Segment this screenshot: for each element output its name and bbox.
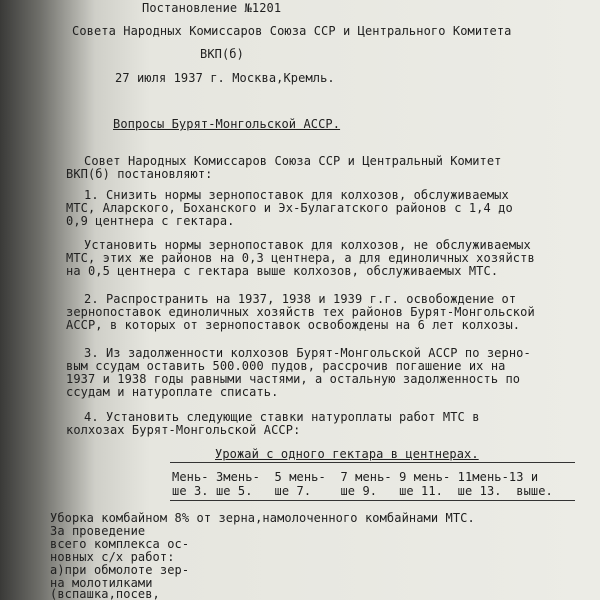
table-rule-top	[170, 462, 575, 463]
paragraph-3-line: вым ссудам оставить 500.000 пудов, рассрочив погашение их на	[66, 359, 506, 373]
paragraph-1b-line: МТС, этих же районов на 0,3 центнера, а для единоличных хозяйств	[66, 251, 535, 265]
decree-title: Постановление №1201	[142, 1, 282, 15]
paragraph-2-line: зернопоставок единоличных хозяйств тех районов Бурят-Монгольской	[66, 305, 535, 319]
table-column-header: Мень- Змень- 5 мень- 7 мень- 9 мень- 11мень-13 и	[172, 470, 539, 484]
paragraph-3-line: 1937 и 1938 годы равными частями, а остальную задолженность по	[66, 372, 521, 386]
table-column-header: ше 3. ше 5. ше 7. ше 9. ше 11. ше 13. выше.	[172, 484, 553, 498]
table-rule-bottom	[170, 500, 575, 501]
paragraph-1-line: 0,9 центнера с гектара.	[66, 214, 235, 228]
issuer-line-party: ВКП(б)	[200, 47, 244, 61]
intro-line: ВКП(б) постановляют:	[66, 167, 213, 181]
table-row-label: (вспашка,посев,	[50, 587, 160, 600]
paragraph-2-line: 2. Распространить на 1937, 1938 и 1939 г.г. освобождение от	[84, 292, 517, 306]
table-row-label: новных с/х работ:	[50, 550, 175, 564]
paragraph-1-line: МТС, Аларского, Боханского и Эх-Булагатского районов с 1,4 до	[66, 201, 513, 215]
paragraph-1-line: 1. Снизить нормы зернопоставок для колхозов, обслуживаемых	[84, 188, 509, 202]
paragraph-4-line: 4. Установить следующие ставки натуроплаты работ МТС в	[84, 410, 480, 424]
table-row-label: а)при обмолоте зер-	[50, 563, 190, 577]
table-row-label: на молотилками	[50, 576, 153, 590]
table-row-label: За проведение	[50, 524, 146, 538]
decree-date: 27 июля 1937 г. Москва,Кремль.	[115, 71, 335, 85]
paragraph-3-line: 3. Из задолженности колхозов Бурят-Монгольской АССР по зерно-	[84, 346, 531, 360]
table-row-label: Уборка комбайном 8% от зерна,намолоченного комбайнами МТС.	[50, 511, 475, 525]
table-heading: Урожай с одного гектара в центнерах.	[215, 447, 479, 461]
paragraph-3-line: ссудам и натуроплате списать.	[66, 385, 279, 399]
issuer-line: Совета Народных Комиссаров Союза ССР и Центрального Комитета	[72, 24, 512, 38]
intro-line: Совет Народных Комиссаров Союза ССР и Центральный Комитет	[84, 154, 502, 168]
paragraph-1b-line: на 0,5 центнера с гектара выше колхозов, обслуживаемых МТС.	[66, 264, 499, 278]
paragraph-4-line: колхозах Бурят-Монгольской АССР:	[66, 423, 301, 437]
table-row-label: всего комплекса ос-	[50, 537, 190, 551]
paragraph-2-line: АССР, в которых от зернопоставок освобождены на 6 лет колхозы.	[66, 318, 521, 332]
paragraph-1b-line: Установить нормы зернопоставок для колхозов, не обслуживаемых	[84, 238, 531, 252]
decree-subject: Вопросы Бурят-Монгольской АССР.	[113, 117, 341, 131]
